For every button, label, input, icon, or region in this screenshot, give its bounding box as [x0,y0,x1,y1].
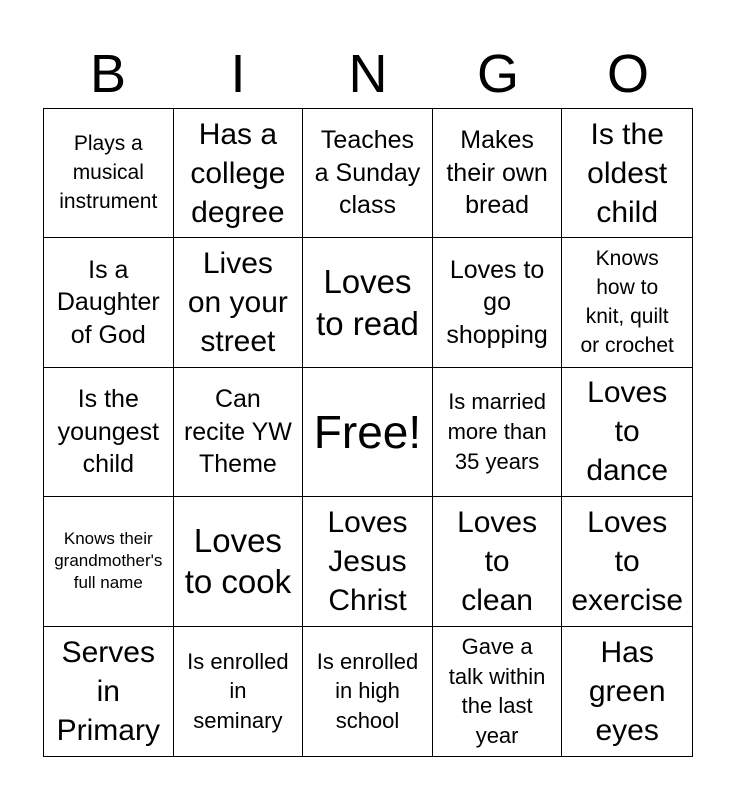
bingo-cell[interactable] [562,238,692,367]
bingo-cell-label: Is enrolled in seminary [187,648,289,734]
bingo-cell[interactable] [44,238,174,367]
bingo-cell[interactable] [174,109,304,238]
header-letter-i: I [230,44,246,104]
bingo-board [43,108,693,757]
bingo-cell[interactable] [44,497,174,626]
bingo-cell-label: Plays a musical instrument [59,131,158,213]
bingo-cell-label: Serves in Primary [56,635,160,747]
bingo-cell[interactable] [433,627,563,756]
header-letter-b: B [89,44,127,104]
bingo-cell-label: Loves to clean [457,505,538,617]
bingo-cell-label: Loves to exercise [571,505,684,617]
bingo-cell[interactable] [433,497,563,626]
bingo-cell[interactable] [562,497,692,626]
bingo-cell[interactable] [44,627,174,756]
bingo-cell-label: Loves to go shopping [446,255,548,349]
bingo-cell[interactable] [562,109,692,238]
bingo-cell-label: Can recite YW Theme [183,385,292,479]
header-letter-g: G [476,44,519,104]
bingo-cell-label: Loves to cook [184,522,292,601]
bingo-cell-label: Free! [313,405,422,458]
bingo-cell[interactable] [174,627,304,756]
bingo-cell[interactable] [433,368,563,497]
bingo-cell-label: Is the youngest child [57,385,160,479]
bingo-cell[interactable] [562,368,692,497]
bingo-cell[interactable] [44,109,174,238]
bingo-cell-label: Has green eyes [588,635,666,747]
bingo-cell[interactable] [174,497,304,626]
bingo-cell[interactable] [174,238,304,367]
bingo-cell-label: Teaches a Sunday class [314,126,421,220]
bingo-cell-label: Knows their grandmother's full name [54,529,163,593]
bingo-cell[interactable] [562,627,692,756]
bingo-cell[interactable] [303,497,433,626]
bingo-cell[interactable] [433,238,563,367]
bingo-cell-label: Is enrolled in high school [316,648,419,734]
bingo-cell-label: Is a Daughter of God [56,255,160,349]
bingo-cell-label: Knows how to knit, quilt or crochet [580,246,674,357]
bingo-cell[interactable] [433,109,563,238]
header-letter-o: O [606,44,649,104]
bingo-cell[interactable] [303,109,433,238]
bingo-cell-label: Loves to read [316,263,419,342]
bingo-cell[interactable] [44,368,174,497]
bingo-cell[interactable] [303,627,433,756]
bingo-header [43,40,693,108]
bingo-cell-label: Is married more than 35 years [447,389,547,474]
bingo-cell-label: Lives on your street [187,247,288,359]
bingo-cell-label: Is the oldest child [587,117,668,229]
header-letter-n: N [348,44,388,104]
bingo-cell-label: Loves to dance [586,376,669,488]
bingo-cell-label: Makes their own bread [446,126,548,220]
bingo-cell-label: Gave a talk within the last year [448,633,546,748]
bingo-cell[interactable] [303,238,433,367]
bingo-cell[interactable] [174,368,304,497]
bingo-cell-label: Loves Jesus Christ [327,505,408,617]
bingo-cell-label: Has a college degree [190,117,286,229]
free-space-cell[interactable] [303,368,433,497]
